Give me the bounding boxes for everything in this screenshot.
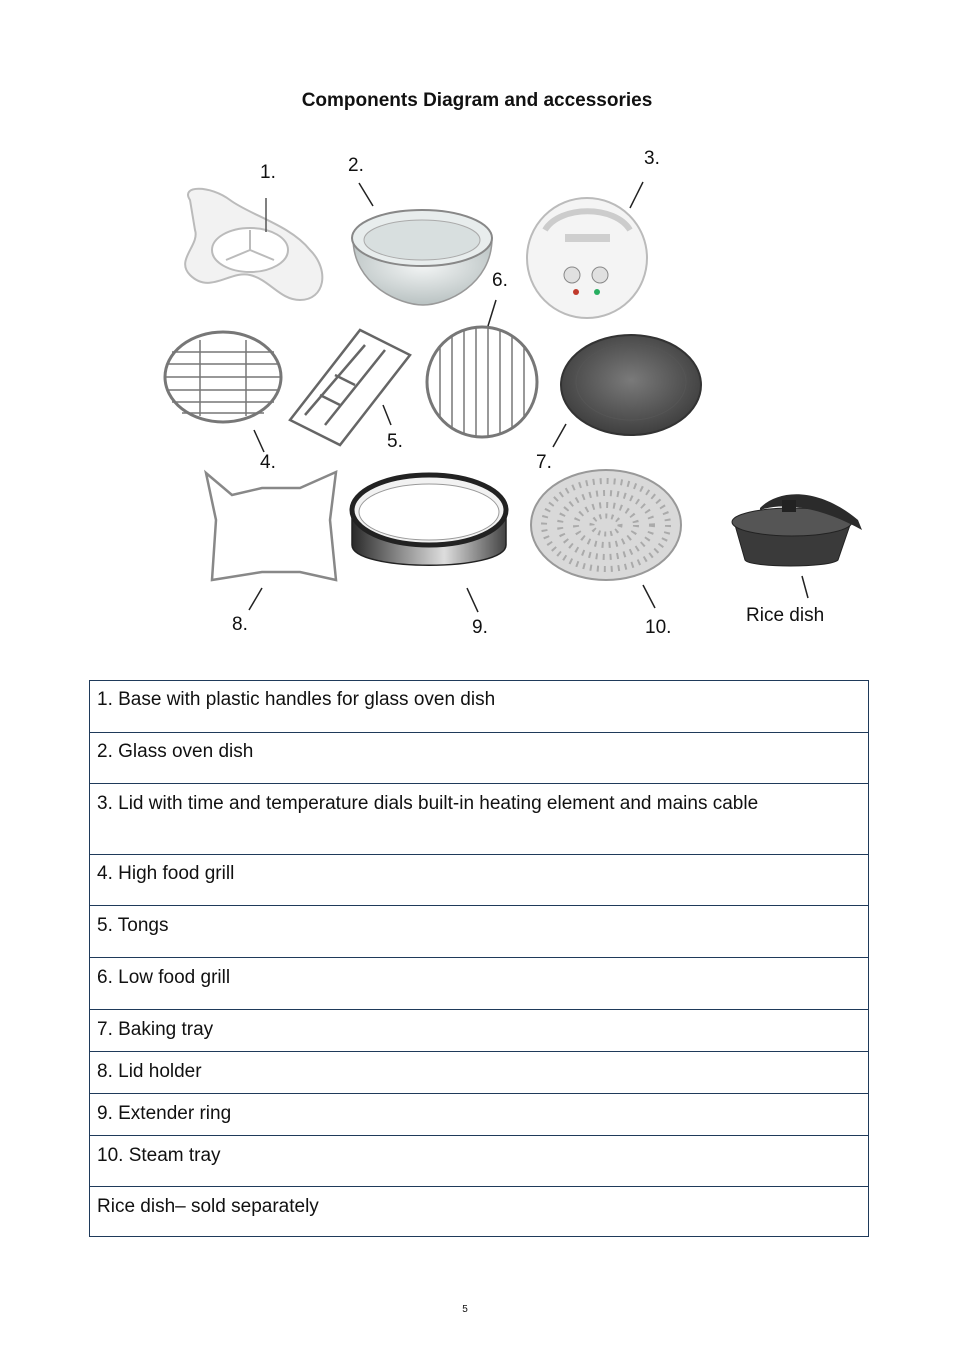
baking-tray-image [553,335,701,447]
label-4: 4. [260,452,276,473]
part-cell: 10. Steam tray [90,1136,869,1187]
part-cell: 8. Lid holder [90,1052,869,1094]
page-number: 5 [462,1304,468,1315]
part-cell: 3. Lid with time and temperature dials built-in heating element and mains cable [90,784,869,855]
label-6: 6. [492,270,508,291]
base-with-handles-image [185,189,322,300]
label-1: 1. [260,162,276,183]
label-rice-dish: Rice dish [746,605,825,626]
steam-tray-image [531,470,681,608]
table-row [90,1187,869,1237]
low-food-grill-image [427,300,537,437]
part-cell: 6. Low food grill [90,958,869,1010]
part-cell: 9. Extender ring [90,1094,869,1136]
part-cell: 7. Baking tray [90,1010,869,1052]
label-8: 8. [232,614,248,635]
label-2: 2. [348,155,364,176]
rice-dish-image [732,494,862,598]
label-3: 3. [644,148,660,169]
high-food-grill-image [165,332,281,452]
extender-ring-image [352,475,506,612]
lid-with-dials-image [527,182,647,318]
part-cell: 2. Glass oven dish [90,733,869,784]
label-10: 10. [645,617,672,638]
table-row [90,784,869,855]
tongs-image [290,330,410,445]
glass-oven-dish-image [352,183,492,305]
table-row [90,1094,869,1136]
table-row [90,1136,869,1187]
lid-holder-image [206,472,336,610]
table-row [90,733,869,784]
table-row [90,906,869,958]
parts-table [89,680,869,1237]
table-row [90,958,869,1010]
label-9: 9. [472,617,488,638]
table-row [90,1052,869,1094]
part-cell: 4. High food grill [90,855,869,906]
table-row [90,681,869,733]
page-title: Components Diagram and accessories [301,90,653,111]
table-row [90,855,869,906]
part-cell: Rice dish– sold separately [90,1187,869,1237]
label-7: 7. [536,452,552,473]
table-row [90,1010,869,1052]
part-cell: 1. Base with plastic handles for glass oven dish [90,681,869,733]
label-5: 5. [387,431,403,452]
components-diagram [0,0,954,670]
part-cell: 5. Tongs [90,906,869,958]
